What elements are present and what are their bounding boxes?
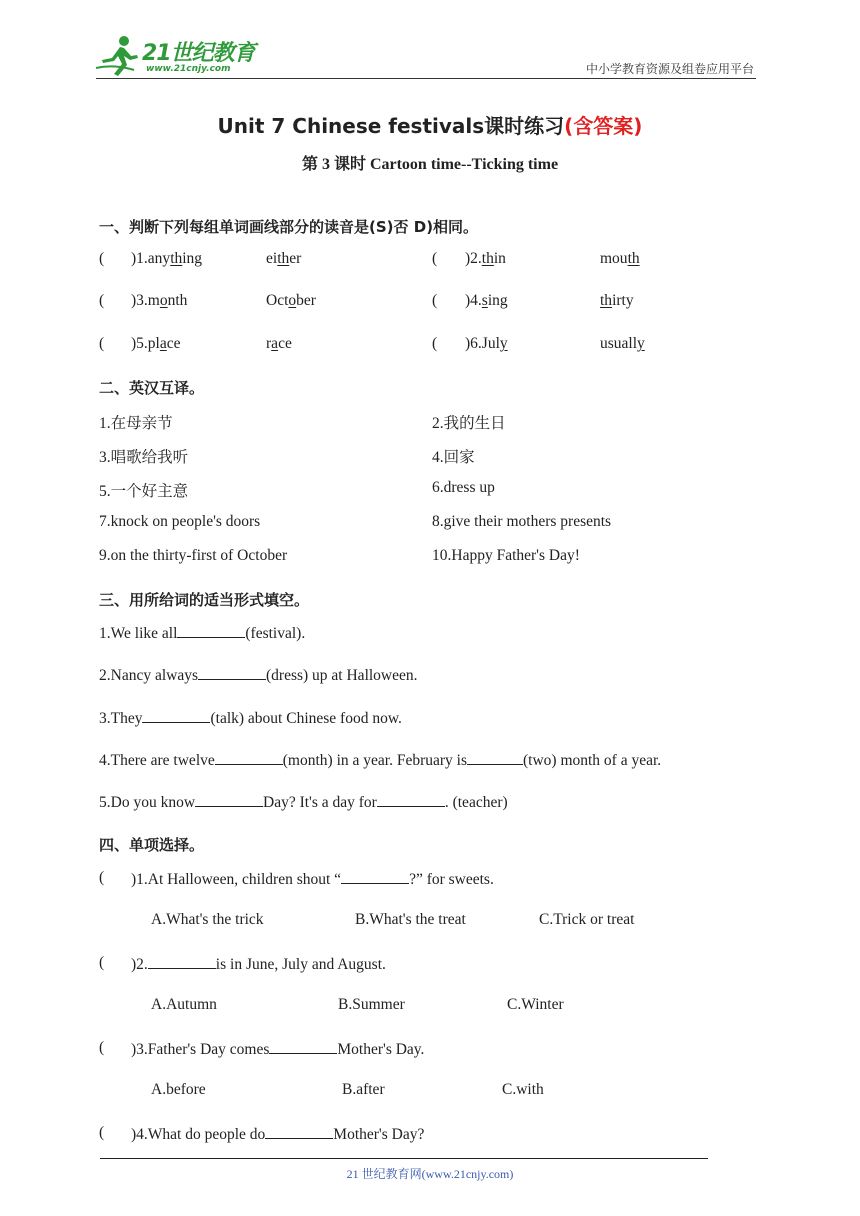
choice-question: )1.At Halloween, children shout “ ?” for sweets. <box>131 871 494 888</box>
option-a[interactable]: A.What's the trick <box>151 911 264 928</box>
fill-question: 4.There are twelve (month) in a year. February is (two) month of a year. <box>99 752 662 769</box>
footer-rule <box>100 1158 708 1159</box>
runner-logo-icon <box>94 34 146 78</box>
logo <box>94 34 264 78</box>
list-item: ( <box>432 335 438 352</box>
list-item: )4.sing <box>465 292 508 309</box>
title-suffix: 课时练习 <box>484 114 565 138</box>
page-subtitle: 第 3 课时 Cartoon time--Ticking time <box>301 156 559 173</box>
title-main: Unit 7 Chinese festivals <box>217 114 485 138</box>
list-item: 5.一个好主意 <box>99 483 189 500</box>
option-a[interactable]: A.before <box>151 1081 206 1098</box>
list-item: )1.anything <box>131 250 203 267</box>
title-answer: (含答案) <box>564 114 643 138</box>
list-item: )2.thin <box>465 250 506 267</box>
list-item: ( <box>99 250 105 267</box>
choice-question: )4.What do people do Mother's Day? <box>131 1126 425 1143</box>
fill-question: 1.We like all (festival). <box>99 625 306 642</box>
answer-blank[interactable] <box>148 954 216 969</box>
answer-blank[interactable] <box>467 750 523 765</box>
list-item: 10.Happy Father's Day! <box>432 547 580 564</box>
list-item: )3.month <box>131 292 188 309</box>
choice-question: ( <box>99 1124 105 1141</box>
answer-blank[interactable] <box>198 665 266 680</box>
list-item: October <box>266 292 316 309</box>
section1-heading: 一、判断下列每组单词画线部分的读音是(S)否 D)相同。 <box>99 218 479 236</box>
list-item: ( <box>432 292 438 309</box>
list-item: either <box>266 250 302 267</box>
option-b[interactable]: B.What's the treat <box>355 911 466 928</box>
footer-text: 21 世纪教育网(www.21cnjy.com) <box>346 1167 514 1181</box>
choice-question: )2. is in June, July and August. <box>131 956 386 973</box>
fill-question: 2.Nancy always (dress) up at Halloween. <box>99 667 418 684</box>
list-item: )6.July <box>465 335 508 352</box>
list-item: race <box>266 335 292 352</box>
list-item: ( <box>432 250 438 267</box>
list-item: 6.dress up <box>432 479 495 496</box>
logo-text: 21世纪教育 <box>142 41 255 66</box>
answer-blank[interactable] <box>265 1124 333 1139</box>
list-item: usually <box>600 335 645 352</box>
logo-url: www.21cnjy.com <box>146 64 231 74</box>
list-item: 8.give their mothers presents <box>432 513 612 530</box>
list-item: )5.place <box>131 335 181 352</box>
list-item: 2.我的生日 <box>432 415 506 432</box>
option-c[interactable]: C.Winter <box>507 996 564 1013</box>
section4-heading: 四、单项选择。 <box>99 836 205 854</box>
list-item: 4.回家 <box>432 449 475 466</box>
choice-question: ( <box>99 954 105 971</box>
list-item: 3.唱歌给我听 <box>99 449 189 466</box>
section2-heading: 二、英汉互译。 <box>99 379 205 397</box>
list-item: mouth <box>600 250 640 267</box>
option-b[interactable]: B.after <box>342 1081 385 1098</box>
choice-question: ( <box>99 1039 105 1056</box>
list-item: ( <box>99 292 105 309</box>
list-item: thirty <box>600 292 634 309</box>
list-item: ( <box>99 335 105 352</box>
answer-blank[interactable] <box>177 623 245 638</box>
section3-heading: 三、用所给词的适当形式填空。 <box>99 591 310 609</box>
answer-blank[interactable] <box>215 750 283 765</box>
platform-name: 中小学教育资源及组卷应用平台 <box>585 62 754 76</box>
fill-question: 3.They (talk) about Chinese food now. <box>99 710 402 727</box>
list-item: 1.在母亲节 <box>99 415 173 432</box>
fill-question: 5.Do you know Day? It's a day for . (teacher) <box>99 794 508 811</box>
answer-blank[interactable] <box>142 708 210 723</box>
option-c[interactable]: C.Trick or treat <box>539 911 635 928</box>
list-item: 9.on the thirty-first of October <box>99 547 288 564</box>
answer-blank[interactable] <box>269 1039 337 1054</box>
choice-question: ( <box>99 869 105 886</box>
option-a[interactable]: A.Autumn <box>151 996 217 1013</box>
option-c[interactable]: C.with <box>502 1081 544 1098</box>
header-rule <box>96 78 756 79</box>
answer-blank[interactable] <box>195 792 263 807</box>
list-item: 7.knock on people's doors <box>99 513 261 530</box>
choice-question: )3.Father's Day comes Mother's Day. <box>131 1041 425 1058</box>
page-title <box>0 110 860 139</box>
option-b[interactable]: B.Summer <box>338 996 405 1013</box>
answer-blank[interactable] <box>341 869 409 884</box>
answer-blank[interactable] <box>377 792 445 807</box>
